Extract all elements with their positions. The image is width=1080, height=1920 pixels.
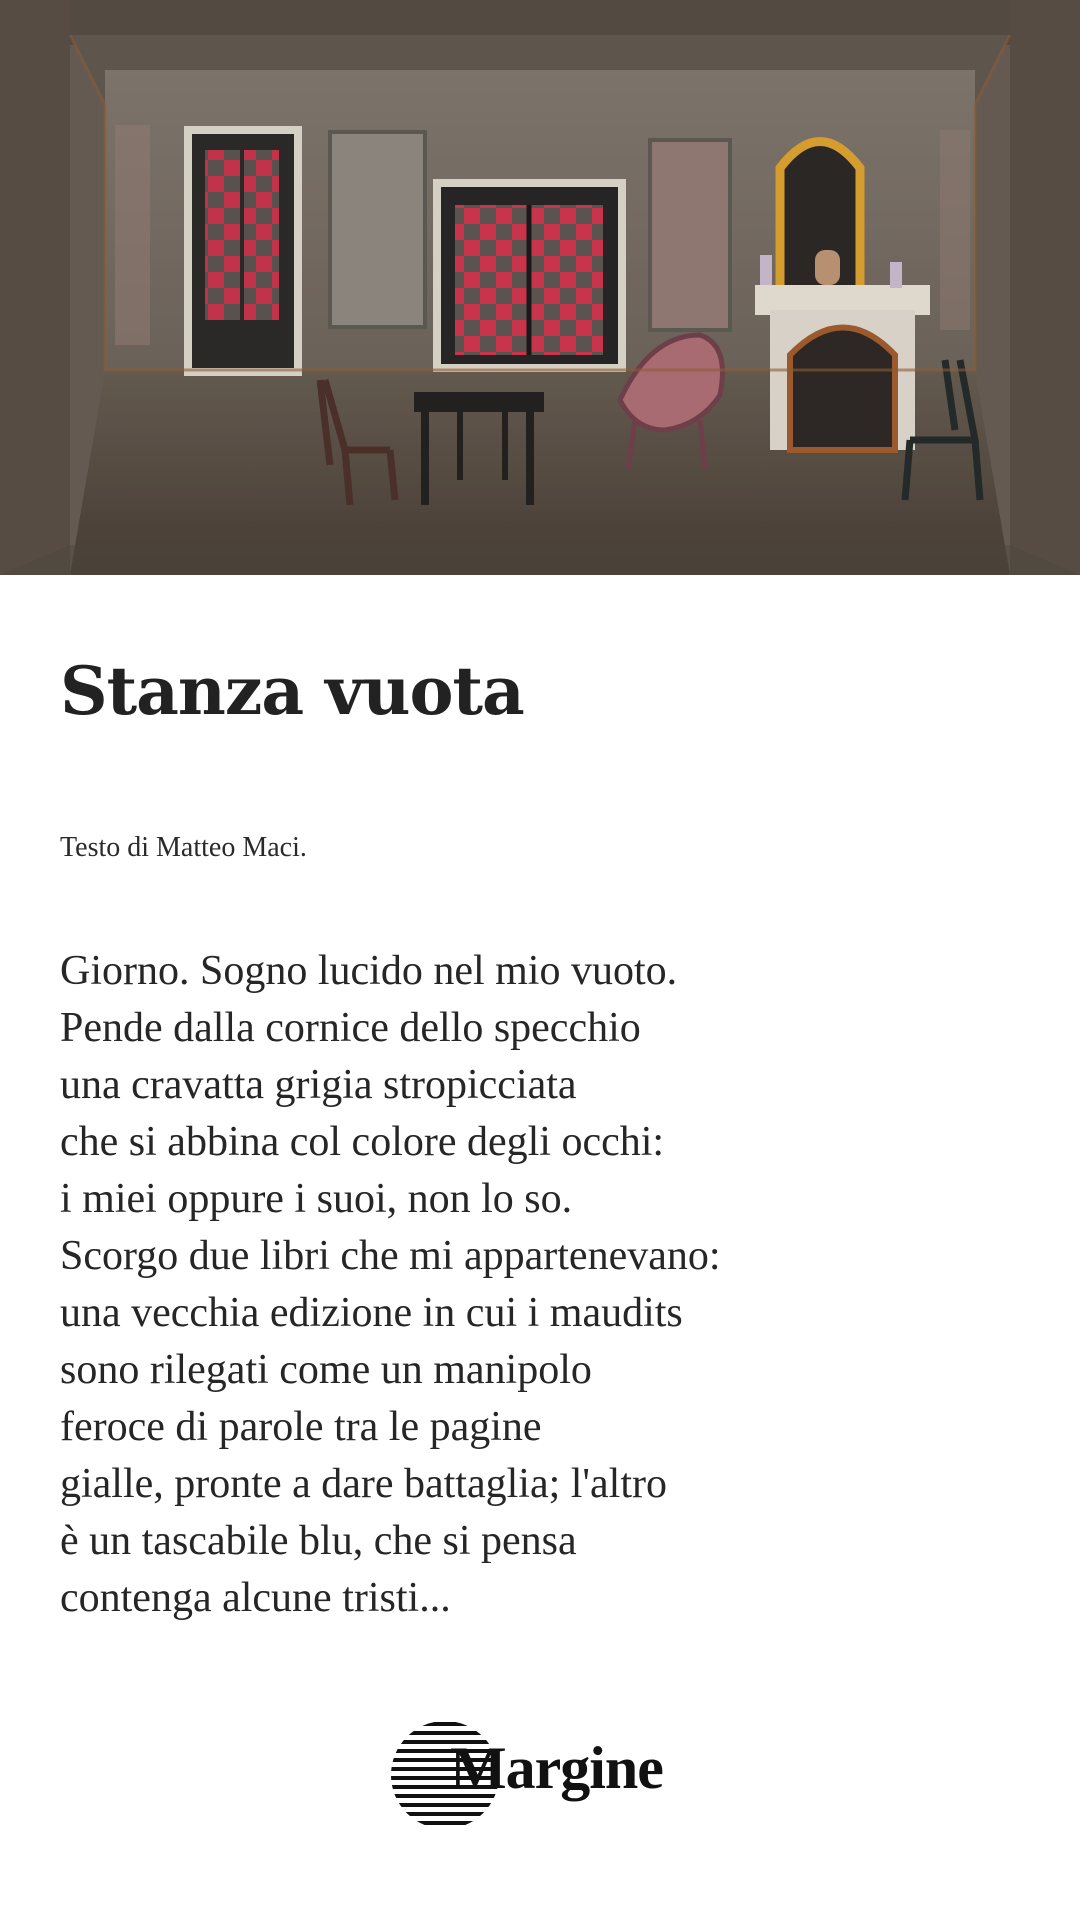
poem-line: feroce di parole tra le pagine [60, 1404, 542, 1450]
poem-line: sono rilegati come un manipolo [60, 1347, 592, 1393]
poem-line: Pende dalla cornice dello specchio [60, 1005, 641, 1051]
poem-line: Giorno. Sogno lucido nel mio vuoto. [60, 948, 678, 994]
poem-line: i miei oppure i suoi, non lo so. [60, 1176, 573, 1222]
poem-line: è un tascabile blu, che si pensa [60, 1518, 577, 1564]
hero-image [0, 0, 1080, 575]
brand-logo[interactable] [390, 1720, 700, 1830]
poem-line: Scorgo due libri che mi appartenevano: [60, 1233, 721, 1279]
brand-name: Margine [450, 1735, 663, 1801]
poem-line: che si abbina col colore degli occhi: [60, 1119, 665, 1165]
poem-line: contenga alcune tristi... [60, 1575, 451, 1621]
page-title: Stanza vuota [60, 652, 524, 730]
empty-room-illustration [0, 0, 1080, 575]
poem-line: una vecchia edizione in cui i maudits [60, 1290, 683, 1336]
poem-line: una cravatta grigia stropicciata [60, 1062, 577, 1108]
poem-text [60, 943, 1020, 1627]
poem-line: gialle, pronte a dare battaglia; l'altro [60, 1461, 667, 1507]
author-byline: Testo di Matteo Maci. [60, 832, 307, 863]
